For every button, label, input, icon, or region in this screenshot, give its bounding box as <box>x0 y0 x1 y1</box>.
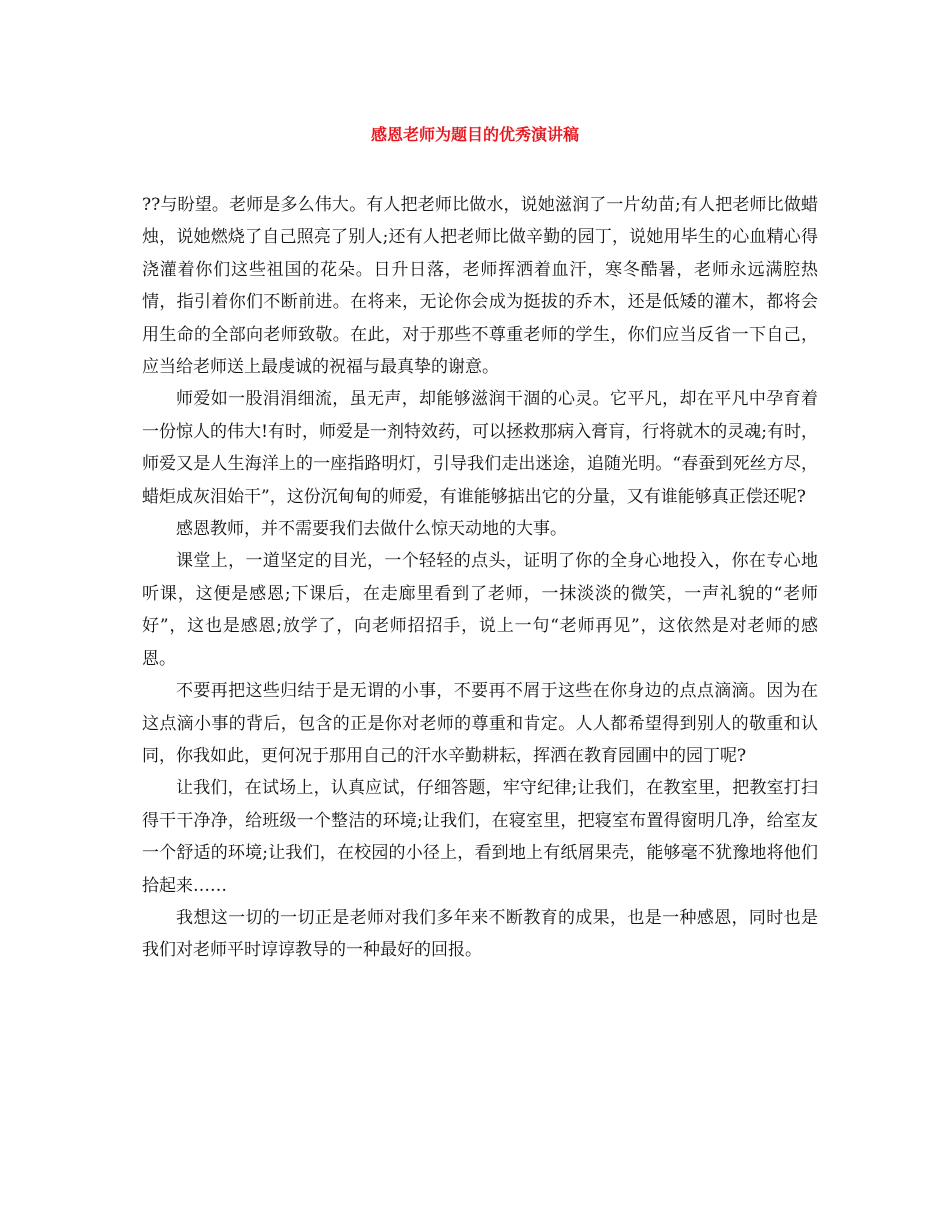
paragraph-6: 让我们，在试场上，认真应试，仔细答题，牢守纪律;让我们，在教室里，把教室打扫得干干净净，给班级一个整洁的环境;让我们，在寝室里，把寝室布置得窗明几净，给室友一个舒适的环境;让我们，在校园的小径上，看到地上有纸屑果壳，能够毫不犹豫地将他们拾起来…… <box>142 778 818 896</box>
paragraph-7: 我想这一切的一切正是老师对我们多年来不断教育的成果，也是一种感恩，同时也是我们对老师平时谆谆教导的一种最好的回报。 <box>142 907 818 961</box>
paragraph-4: 课堂上，一道坚定的目光，一个轻轻的点头，证明了你的全身心地投入，你在专心地听课，这便是感恩;下课后，在走廊里看到了老师，一抹淡淡的微笑，一声礼貌的“老师好”，这也是感恩;放学了，向老师招招手，说上一句“老师再见”，这依然是对老师的感恩。 <box>142 551 818 669</box>
paragraph-5: 不要再把这些归结于是无谓的小事，不要再不屑于这些在你身边的点点滴滴。因为在这点滴小事的背后，包含的正是你对老师的尊重和肯定。人人都希望得到别人的敬重和认同，你我如此，更何况于那用自己的汗水辛勤耕耘，挥洒在教育园圃中的园丁呢? <box>142 681 818 766</box>
paragraph-3: 感恩教师，并不需要我们去做什么惊天动地的大事。 <box>176 519 567 540</box>
paragraph-2: 师爱如一股涓涓细流，虽无声，却能够滋润干涸的心灵。它平凡，却在平凡中孕育着一份惊人的伟大!有时，师爱是一剂特效药，可以拯救那病入膏肓，行将就木的灵魂;有时，师爱又是人生海洋上的一座指路明灯，引导我们走出迷途，追随光明。“春蚕到死丝方尽，蜡炬成灰泪始干”，这份沉甸甸的师爱，有谁能够掂出它的分量，又有谁能够真正偿还呢? <box>142 389 818 507</box>
document-title: 感恩老师为题目的优秀演讲稿 <box>370 125 579 144</box>
document-body <box>142 189 818 967</box>
paragraph-1: ??与盼望。老师是多么伟大。有人把老师比做水，说她滋润了一片幼苗;有人把老师比做蜡烛，说她燃烧了自己照亮了别人;还有人把老师比做辛勤的园丁，说她用毕生的心血精心得浇灌着你们这些祖国的花朵。日升日落，老师挥洒着血汗，寒冬酷暑，老师永远满腔热情，指引着你们不断前进。在将来，无论你会成为挺拔的乔木，还是低矮的灌木，都将会用生命的全部向老师致敬。在此，对于那些不尊重老师的学生，你们应当反省一下自己，应当给老师送上最虔诚的祝福与最真挚的谢意。 <box>142 195 818 378</box>
